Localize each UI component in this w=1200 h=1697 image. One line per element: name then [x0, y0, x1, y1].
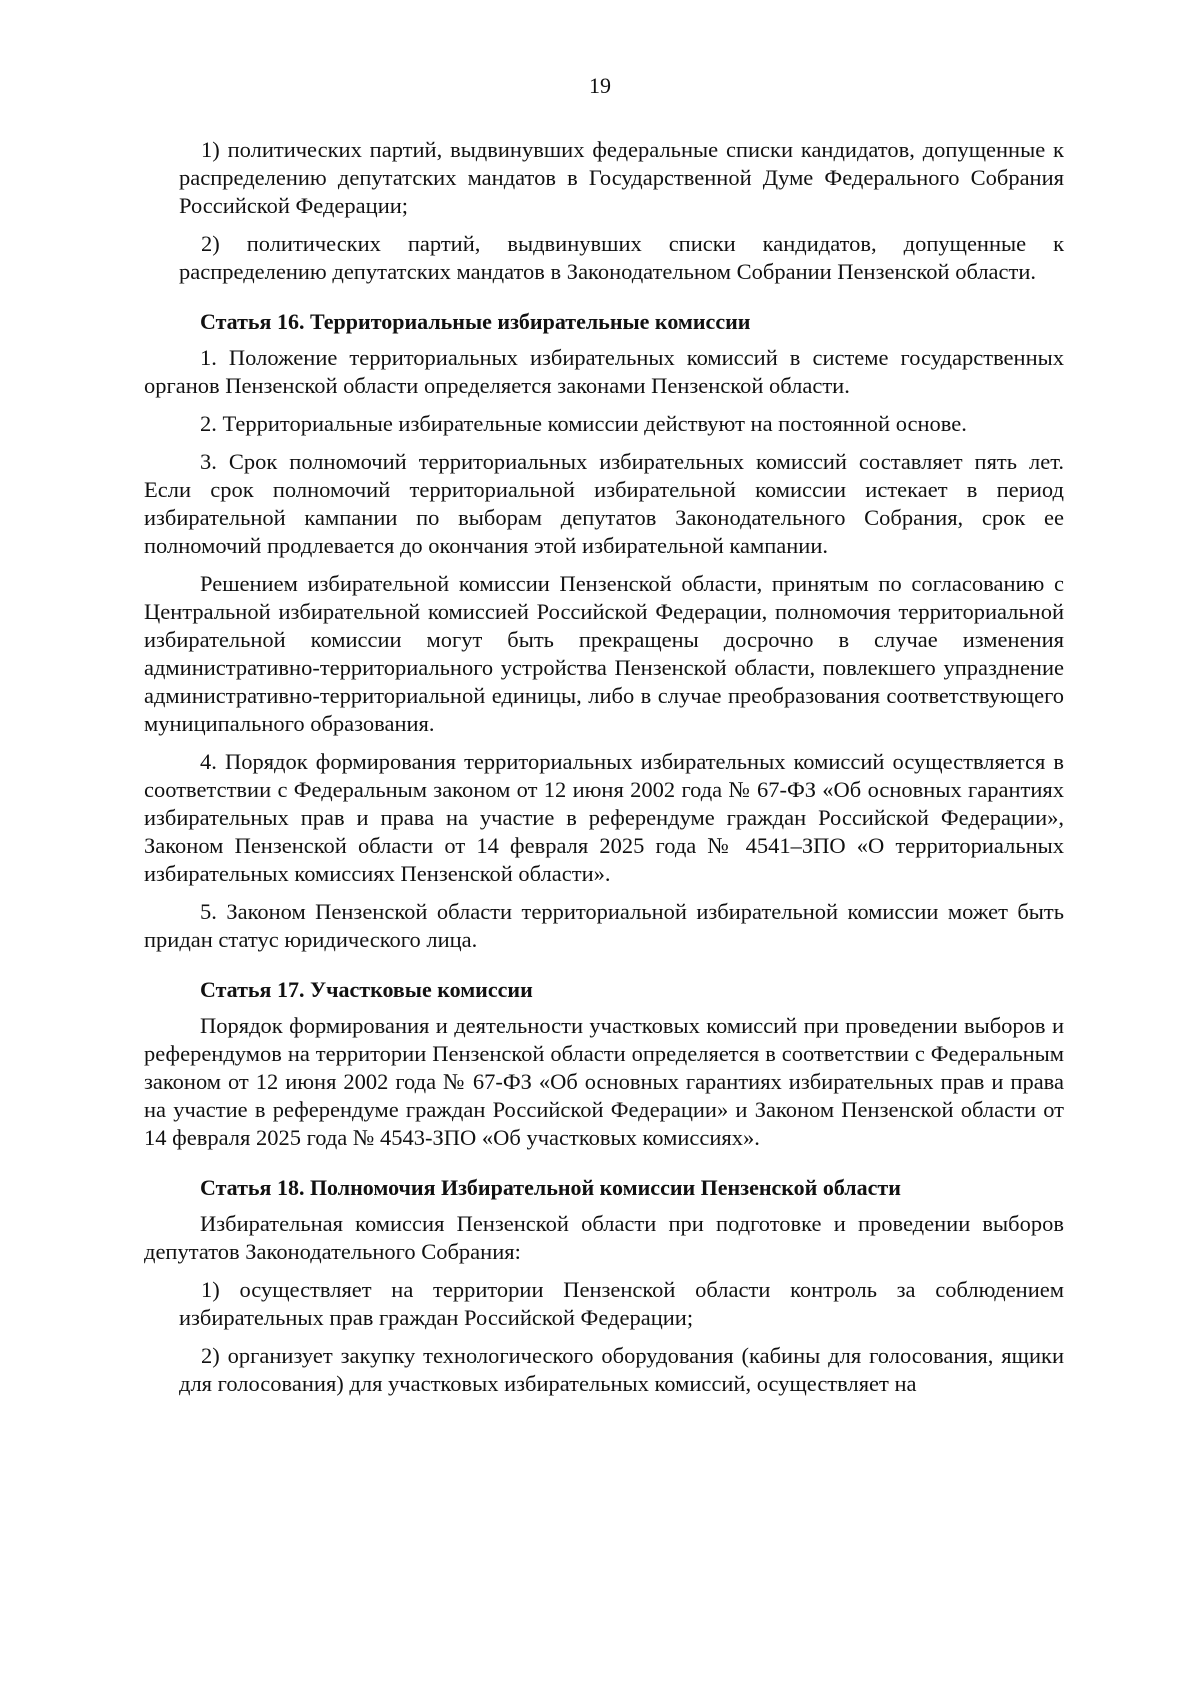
- article-16-paragraph-1: 1. Положение территориальных избирательных комиссий в системе государственных органов Пензенской области определяется законами Пензенской области.: [144, 345, 1064, 398]
- article-16-paragraph-3-continued: Решением избирательной комиссии Пензенской области, принятым по согласованию с Центральной избирательной комиссией Российской Федерации, полномочия территориальной избирательной комиссии могут быть прекращены досрочно в случае изменения административно-территориального устройства Пензенской области, повлекшего упразднение административно-территориальной единицы, либо в случае преобразования соответствующего муниципального образования.: [144, 571, 1064, 736]
- article-17-heading: Статья 17. Участковые комиссии: [200, 977, 533, 1002]
- page-number: 19: [589, 73, 611, 98]
- article-16-paragraph-5: 5. Законом Пензенской области территориальной избирательной комиссии может быть придан статус юридического лица.: [144, 899, 1064, 952]
- article-16-paragraph-4: 4. Порядок формирования территориальных избирательных комиссий осуществляется в соответствии с Федеральным законом от 12 июня 2002 года № 67-ФЗ «Об основных гарантиях избирательных прав и права на участие в референдуме граждан Российской Федерации», Законом Пензенской области от 14 февраля 2025 года № 4541–ЗПО «О территориальных избирательных комиссиях Пензенской области».: [144, 749, 1064, 886]
- list-item-parties-federal: 1) политических партий, выдвинувших федеральные списки кандидатов, допущенные к распределению депутатских мандатов в Государственной Думе Федерального Собрания Российской Федерации;: [179, 137, 1064, 218]
- article-18-item-1: 1) осуществляет на территории Пензенской области контроль за соблюдением избирательных прав граждан Российской Федерации;: [179, 1277, 1064, 1330]
- article-16-paragraph-3: 3. Срок полномочий территориальных избирательных комиссий составляет пять лет. Если срок полномочий территориальной избирательной комиссии истекает в период избирательной кампании по выборам депутатов Законодательного Собрания, срок ее полномочий продлевается до окончания этой избирательной кампании.: [144, 449, 1064, 558]
- article-18-intro: Избирательная комиссия Пензенской области при подготовке и проведении выборов депутатов Законодательного Собрания:: [144, 1211, 1064, 1264]
- list-item-parties-regional: 2) политических партий, выдвинувших списки кандидатов, допущенные к распределению депутатских мандатов в Законодательном Собрании Пензенской области.: [179, 231, 1064, 284]
- article-16-paragraph-2: 2. Территориальные избирательные комиссии действуют на постоянной основе.: [200, 411, 967, 436]
- article-18-heading: Статья 18. Полномочия Избирательной комиссии Пензенской области: [200, 1175, 901, 1200]
- document-body: [144, 136, 1064, 1408]
- article-16-heading: Статья 16. Территориальные избирательные комиссии: [200, 309, 751, 334]
- article-18-item-2: 2) организует закупку технологического оборудования (кабины для голосования, ящики для голосования) для участковых избирательных комиссий, осуществляет на: [179, 1343, 1064, 1396]
- article-17-paragraph: Порядок формирования и деятельности участковых комиссий при проведении выборов и референдумов на территории Пензенской области определяется в соответствии с Федеральным законом от 12 июня 2002 года № 67-ФЗ «Об основных гарантиях избирательных прав и права на участие в референдуме граждан Российской Федерации» и Законом Пензенской области от 14 февраля 2025 года № 4543-ЗПО «Об участковых комиссиях».: [144, 1013, 1064, 1150]
